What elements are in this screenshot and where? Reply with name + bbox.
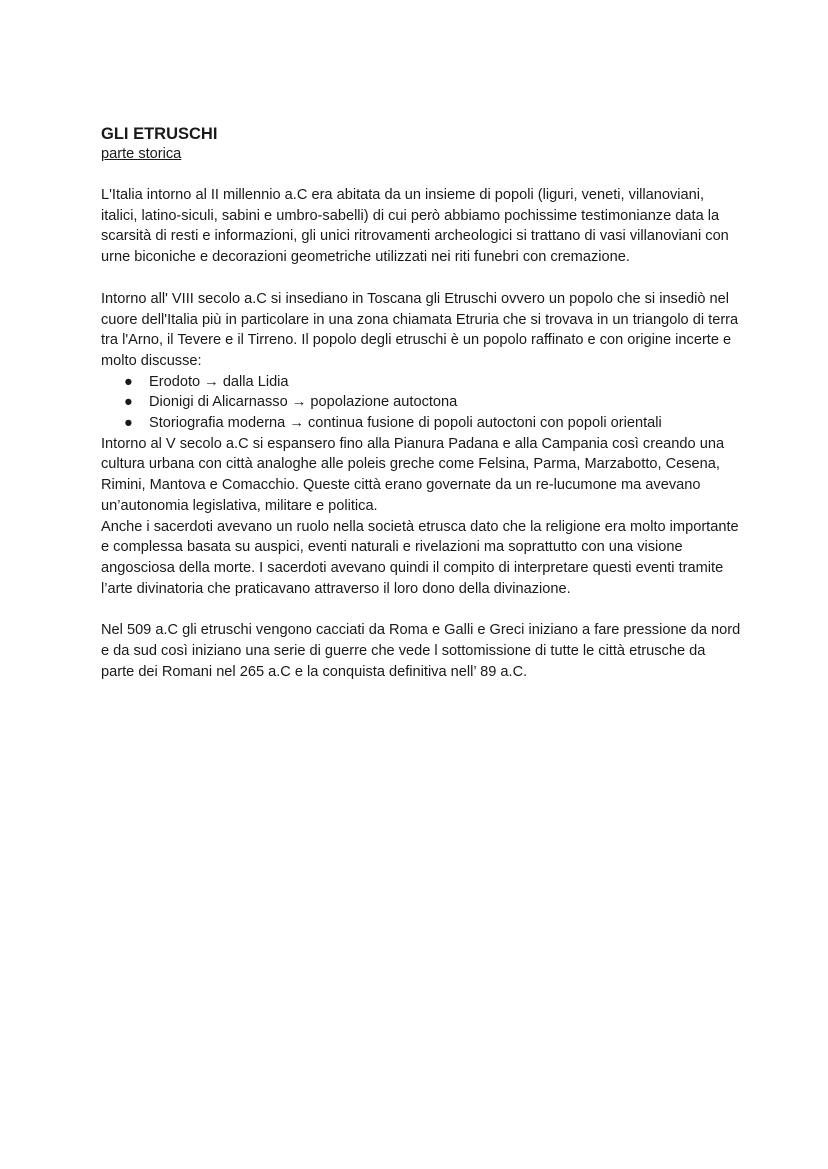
list-item <box>101 413 741 434</box>
list-item-text: Dionigi di Alicarnasso → popolazione autoctona <box>149 394 458 411</box>
bullet-icon: ● <box>124 394 133 411</box>
paragraph-expansion: Intorno al V secolo a.C si espansero fino alla Pianura Padana e alla Campania così creando una cultura urbana con città analoghe alle poleis greche come Felsina, Parma, Marzabotto, Cesena, Rimini, Mantova e Comacchio. Queste città erano governate da un re-lucumone ma avevano un’autonomia legislativa, militare e politica. <box>101 435 725 514</box>
list-item-text: Storiografia moderna → continua fusione di popoli autoctoni con popoli orientali <box>149 415 662 432</box>
paragraph-etruschi-origins: Intorno all' VIII secolo a.C si insediano in Toscana gli Etruschi ovvero un popolo che si insediò nel cuore dell'Italia più in particolare in una zona chiamata Etruria che si trovava in un triangolo di terra tra l'Arno, il Tevere e il Tirreno. Il popolo degli etruschi è un popolo raffinato e con origine incerte e molto discusse: <box>101 290 739 369</box>
origins-bullet-list <box>101 372 741 434</box>
list-item <box>101 372 741 393</box>
list-item-text: Erodoto → dalla Lidia <box>149 373 289 390</box>
document-page <box>101 124 741 682</box>
bullet-icon: ● <box>124 415 133 432</box>
paragraph-intro: L'Italia intorno al II millennio a.C era abitata da un insieme di popoli (liguri, veneti, villanoviani, italici, latino-siculi, sabini e umbro-sabelli) di cui però abbiamo pochissime testimonianze data la scarsità di resti e informazioni, gli unici ritrovamenti archeologici si trattano di vasi villanoviani con urne biconiche e decorazioni geometriche utilizzati nei riti funebri con cremazione. <box>101 187 729 266</box>
document-title: GLI ETRUSCHI <box>101 125 218 143</box>
paragraph-decline: Nel 509 a.C gli etruschi vengono cacciati da Roma e Galli e Greci iniziano a fare pressione da nord e da sud così iniziano una serie di guerre che vede l sottomissione di tutte le città etrusche da parte dei Romani nel 265 a.C e la conquista definitiva nell’ 89 a.C. <box>101 622 741 680</box>
list-item <box>101 392 741 413</box>
document-subtitle: parte storica <box>101 146 182 162</box>
bullet-icon: ● <box>124 373 133 390</box>
paragraph-priests: Anche i sacerdoti avevano un ruolo nella società etrusca dato che la religione era molto importante e complessa basata su auspici, eventi naturali e rivelazioni ma soprattutto con una visione angosciosa della morte. I sacerdoti avevano quindi il compito di interpretare questi eventi tramite l’arte divinatoria che praticavano attraverso il loro dono della divinazione. <box>101 518 739 597</box>
